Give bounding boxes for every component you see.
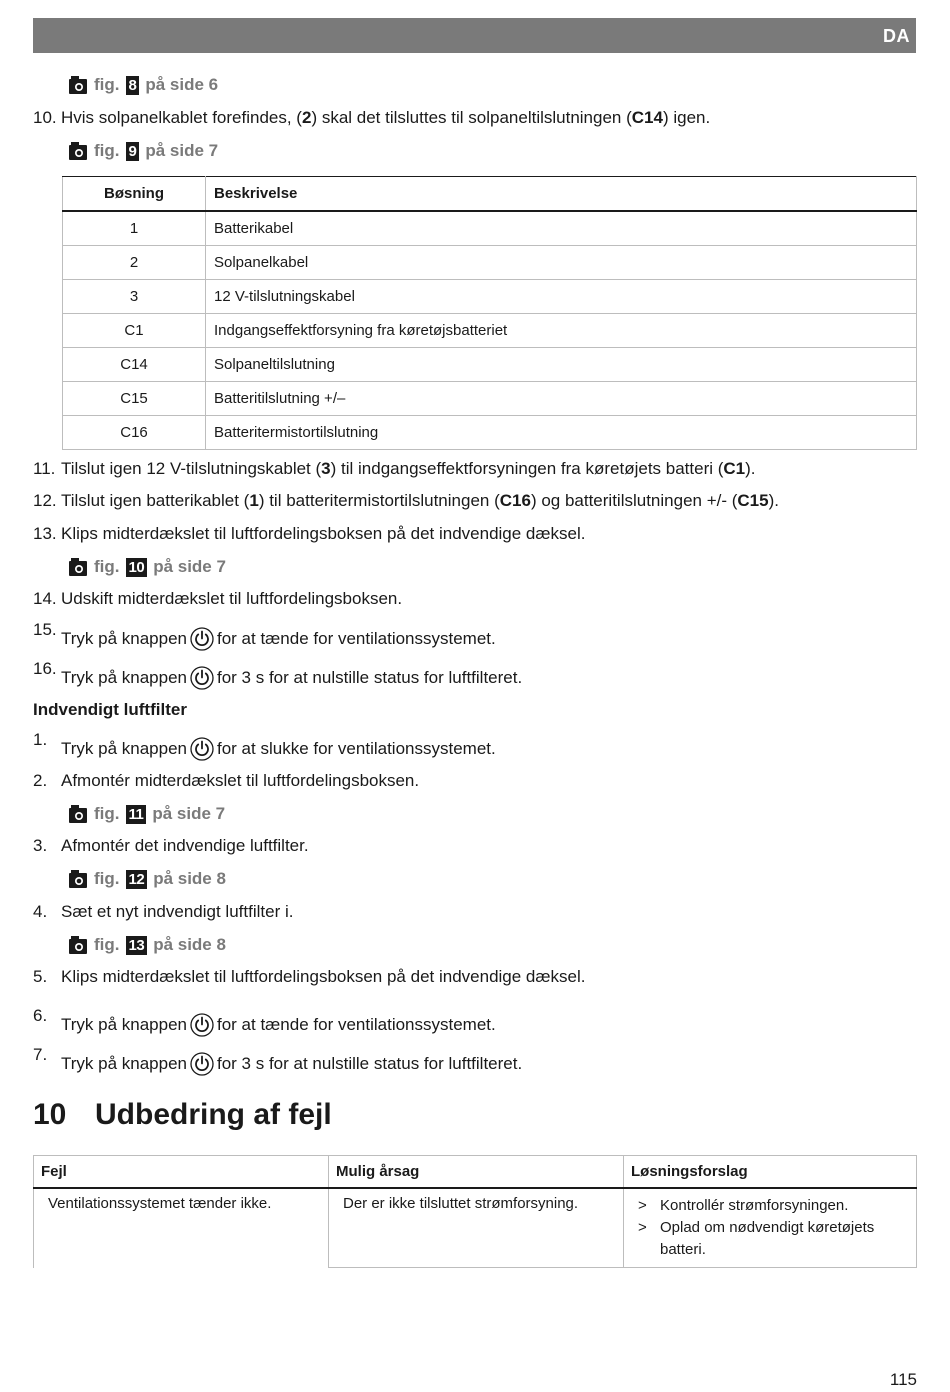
- step-text: ).: [768, 491, 779, 510]
- step-number: 14.: [33, 589, 57, 608]
- figure-reference[interactable]: [68, 803, 225, 825]
- fig-number: 10: [126, 558, 148, 577]
- fault-cell: Ventilationssystemet tænder ikke.: [34, 1188, 329, 1268]
- step-text: ).: [745, 459, 756, 478]
- table-header-row: [34, 1156, 917, 1189]
- fig-number: 8: [126, 76, 140, 95]
- step-number: 5.: [33, 967, 48, 986]
- fig-number: 12: [126, 870, 148, 889]
- step-number: 6.: [33, 1006, 48, 1025]
- step-text: Klips midterdækslet til luftfordelingsboksen på det indvendige dæksel.: [61, 524, 586, 543]
- step-13: [33, 523, 585, 545]
- step-text: Sæt et nyt indvendigt luftfilter i.: [61, 902, 294, 921]
- table-cell: 12 V-tilslutningskabel: [206, 280, 917, 314]
- subheading: Indvendigt luftfilter: [33, 700, 187, 719]
- fig-label: fig.: [94, 141, 120, 160]
- step-14: [33, 588, 402, 610]
- fig-page: på side 7: [152, 804, 226, 823]
- step-text: Tryk på knappen: [61, 739, 187, 758]
- camera-icon: [68, 935, 88, 955]
- step-text: ) og batteritilslutningen +/- (: [530, 491, 738, 510]
- power-icon: [190, 627, 214, 651]
- fig-label: fig.: [94, 804, 120, 823]
- table-cell: 2: [63, 246, 206, 280]
- table-cell: C16: [63, 416, 206, 450]
- page-number: 115: [889, 1370, 917, 1389]
- step-number: 11.: [33, 459, 56, 478]
- table-cell: Batteritermistortilslutning: [206, 416, 917, 450]
- table-cell: Batterikabel: [206, 211, 917, 246]
- step-11: [33, 458, 756, 480]
- list-item: > Oplad om nødvendigt køretøjets batteri.: [638, 1217, 902, 1261]
- section-number: 10: [33, 1098, 67, 1131]
- step-text: for at tænde for ventilationssystemet.: [217, 629, 496, 648]
- table-row: [63, 246, 917, 280]
- column-header: Løsningsforslag: [624, 1156, 917, 1189]
- table-cell: C14: [63, 348, 206, 382]
- table-cell: C1: [63, 314, 206, 348]
- column-header: Mulig årsag: [329, 1156, 624, 1189]
- step-text: for 3 s for at nulstille status for luftfilteret.: [217, 668, 523, 687]
- table-cell: Batteritilslutning +/–: [206, 382, 917, 416]
- step-bold: 1: [249, 491, 259, 510]
- camera-icon: [68, 141, 88, 161]
- table-row: [63, 314, 917, 348]
- fig-page: på side 8: [153, 869, 226, 888]
- table-cell: Solpaneltilslutning: [206, 348, 917, 382]
- table-cell: 1: [63, 211, 206, 246]
- step-number: 16.: [33, 659, 57, 678]
- table-row: [63, 280, 917, 314]
- table-header-row: [63, 177, 917, 212]
- step-text: ) til batteritermistortilslutningen (: [258, 491, 500, 510]
- step-bold: C15: [737, 491, 769, 510]
- fig-label: fig.: [94, 75, 120, 94]
- figure-reference[interactable]: [68, 868, 226, 890]
- table-cell: Indgangseffektforsyning fra køretøjsbatteriet: [206, 314, 917, 348]
- column-header: Beskrivelse: [206, 177, 917, 212]
- step-number: 12.: [33, 491, 57, 510]
- table-row: [63, 211, 917, 246]
- power-icon: [190, 1013, 214, 1037]
- header-bar: [33, 18, 916, 53]
- step-number: 15.: [33, 620, 57, 639]
- step-b2: [33, 770, 419, 792]
- step-text: Afmontér det indvendige luftfilter.: [61, 836, 309, 855]
- figure-reference[interactable]: [68, 556, 226, 578]
- step-text: Tryk på knappen: [61, 629, 187, 648]
- solution-cell: [624, 1188, 917, 1268]
- table-cell: Solpanelkabel: [206, 246, 917, 280]
- table-row: [63, 348, 917, 382]
- step-text: ) igen.: [662, 108, 711, 127]
- step-text: for 3 s for at nulstille status for luftfilteret.: [217, 1054, 523, 1073]
- fig-number: 13: [126, 936, 148, 955]
- step-text: Tryk på knappen: [61, 668, 187, 687]
- step-text: Klips midterdækslet til luftfordelingsboksen på det indvendige dæksel.: [61, 967, 586, 986]
- step-text: for at slukke for ventilationssystemet.: [217, 739, 496, 758]
- step-number: 3.: [33, 836, 48, 855]
- step-text: Udskift midterdækslet til luftfordelingsboksen.: [61, 589, 403, 608]
- table-row: [34, 1188, 917, 1268]
- figure-reference[interactable]: [68, 74, 218, 96]
- table-row: [63, 382, 917, 416]
- step-b4: [33, 901, 293, 923]
- camera-icon: [68, 804, 88, 824]
- step-number: 2.: [33, 771, 48, 790]
- step-text: Tilslut igen 12 V-tilslutningskablet (: [61, 459, 322, 478]
- fig-label: fig.: [94, 869, 120, 888]
- fig-page: på side 7: [145, 141, 219, 160]
- figure-reference[interactable]: [68, 934, 226, 956]
- step-10: [33, 107, 710, 129]
- list-item: > Kontrollér strømforsyningen.: [638, 1195, 902, 1217]
- fig-label: fig.: [94, 557, 120, 576]
- solution-list: [638, 1195, 902, 1261]
- step-text: Tilslut igen batterikablet (: [61, 491, 250, 510]
- step-bold: C1: [723, 459, 746, 478]
- power-icon: [190, 737, 214, 761]
- step-text: Tryk på knappen: [61, 1054, 187, 1073]
- table-cell: 3: [63, 280, 206, 314]
- fig-page: på side 6: [145, 75, 219, 94]
- step-text: Hvis solpanelkablet forefindes, (: [61, 108, 302, 127]
- step-number: 1.: [33, 730, 48, 749]
- camera-icon: [68, 869, 88, 889]
- language-code: DA: [883, 26, 910, 46]
- column-header: Fejl: [34, 1156, 329, 1189]
- troubleshooting-table: [33, 1155, 917, 1268]
- step-b5: [33, 966, 585, 988]
- fig-number: 11: [126, 805, 147, 824]
- step-b3: [33, 835, 309, 857]
- step-text: Tryk på knappen: [61, 1015, 187, 1034]
- step-bold: 2: [301, 108, 312, 127]
- step-text: Afmontér midterdækslet til luftfordelingsboksen.: [61, 771, 420, 790]
- step-bold: C16: [499, 491, 531, 510]
- table-cell: C15: [63, 382, 206, 416]
- fig-page: på side 8: [153, 935, 226, 954]
- step-12: [33, 490, 779, 512]
- power-icon: [190, 1052, 214, 1076]
- section-title: Udbedring af fejl: [95, 1098, 332, 1131]
- step-text: ) skal det tilsluttes til solpaneltilslutningen (: [311, 108, 632, 127]
- step-bold: 3: [321, 459, 331, 478]
- figure-reference[interactable]: [68, 140, 218, 162]
- step-number: 4.: [33, 902, 48, 921]
- step-number: 7.: [33, 1045, 48, 1064]
- power-icon: [190, 666, 214, 690]
- step-number: 13.: [33, 524, 57, 543]
- section-heading: [33, 1098, 332, 1132]
- connector-table: [62, 176, 917, 450]
- step-text: ) til indgangseffektforsyningen fra køretøjets batteri (: [330, 459, 724, 478]
- step-number: 10.: [33, 108, 57, 127]
- column-header: Bøsning: [63, 177, 206, 212]
- cause-cell: Der er ikke tilsluttet strømforsyning.: [329, 1188, 624, 1268]
- step-text: for at tænde for ventilationssystemet.: [217, 1015, 496, 1034]
- fig-label: fig.: [94, 935, 120, 954]
- step-bold: C14: [631, 108, 663, 127]
- fig-number: 9: [126, 142, 140, 161]
- camera-icon: [68, 75, 88, 95]
- camera-icon: [68, 557, 88, 577]
- table-row: [63, 416, 917, 450]
- fig-page: på side 7: [153, 557, 226, 576]
